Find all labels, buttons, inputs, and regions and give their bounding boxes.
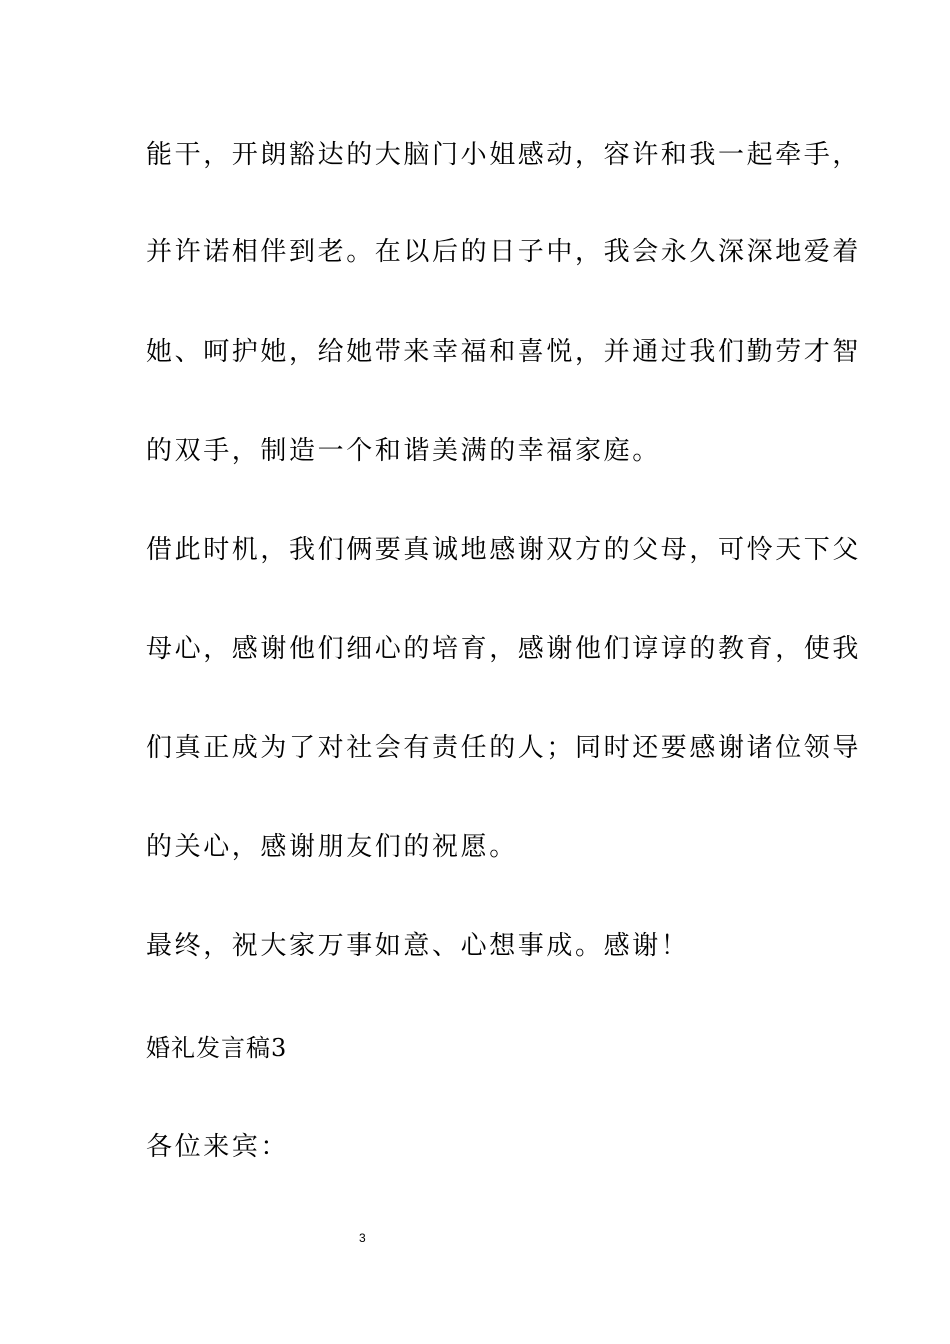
paragraph-1-line-1: 能干，开朗豁达的大脑门小姐感动，容许和我一起牵手， — [146, 140, 862, 170]
section-title: 婚礼发言稿3 — [146, 1034, 288, 1062]
paragraph-1-line-2: 并许诺相伴到老。在以后的日子中，我会永久深深地爱着 — [146, 237, 862, 267]
page-number: 3 — [359, 1231, 366, 1245]
closing-line: 最终，祝大家万事如意、心想事成。感谢！ — [146, 931, 690, 961]
paragraph-1-line-4: 的双手，制造一个和谐美满的幸福家庭。 — [146, 436, 661, 466]
paragraph-2-line-3: 们真正成为了对社会有责任的人；同时还要感谢诸位领导 — [146, 733, 862, 763]
salutation: 各位来宾： — [146, 1132, 290, 1162]
paragraph-1-line-3: 她、呵护她，给她带来幸福和喜悦，并通过我们勤劳才智 — [146, 337, 862, 367]
paragraph-2-line-4: 的关心，感谢朋友们的祝愿。 — [146, 832, 518, 862]
paragraph-2-line-1: 借此时机，我们俩要真诚地感谢双方的父母，可怜天下父 — [146, 535, 862, 565]
paragraph-2-line-2: 母心，感谢他们细心的培育，感谢他们谆谆的教育，使我 — [146, 634, 862, 664]
